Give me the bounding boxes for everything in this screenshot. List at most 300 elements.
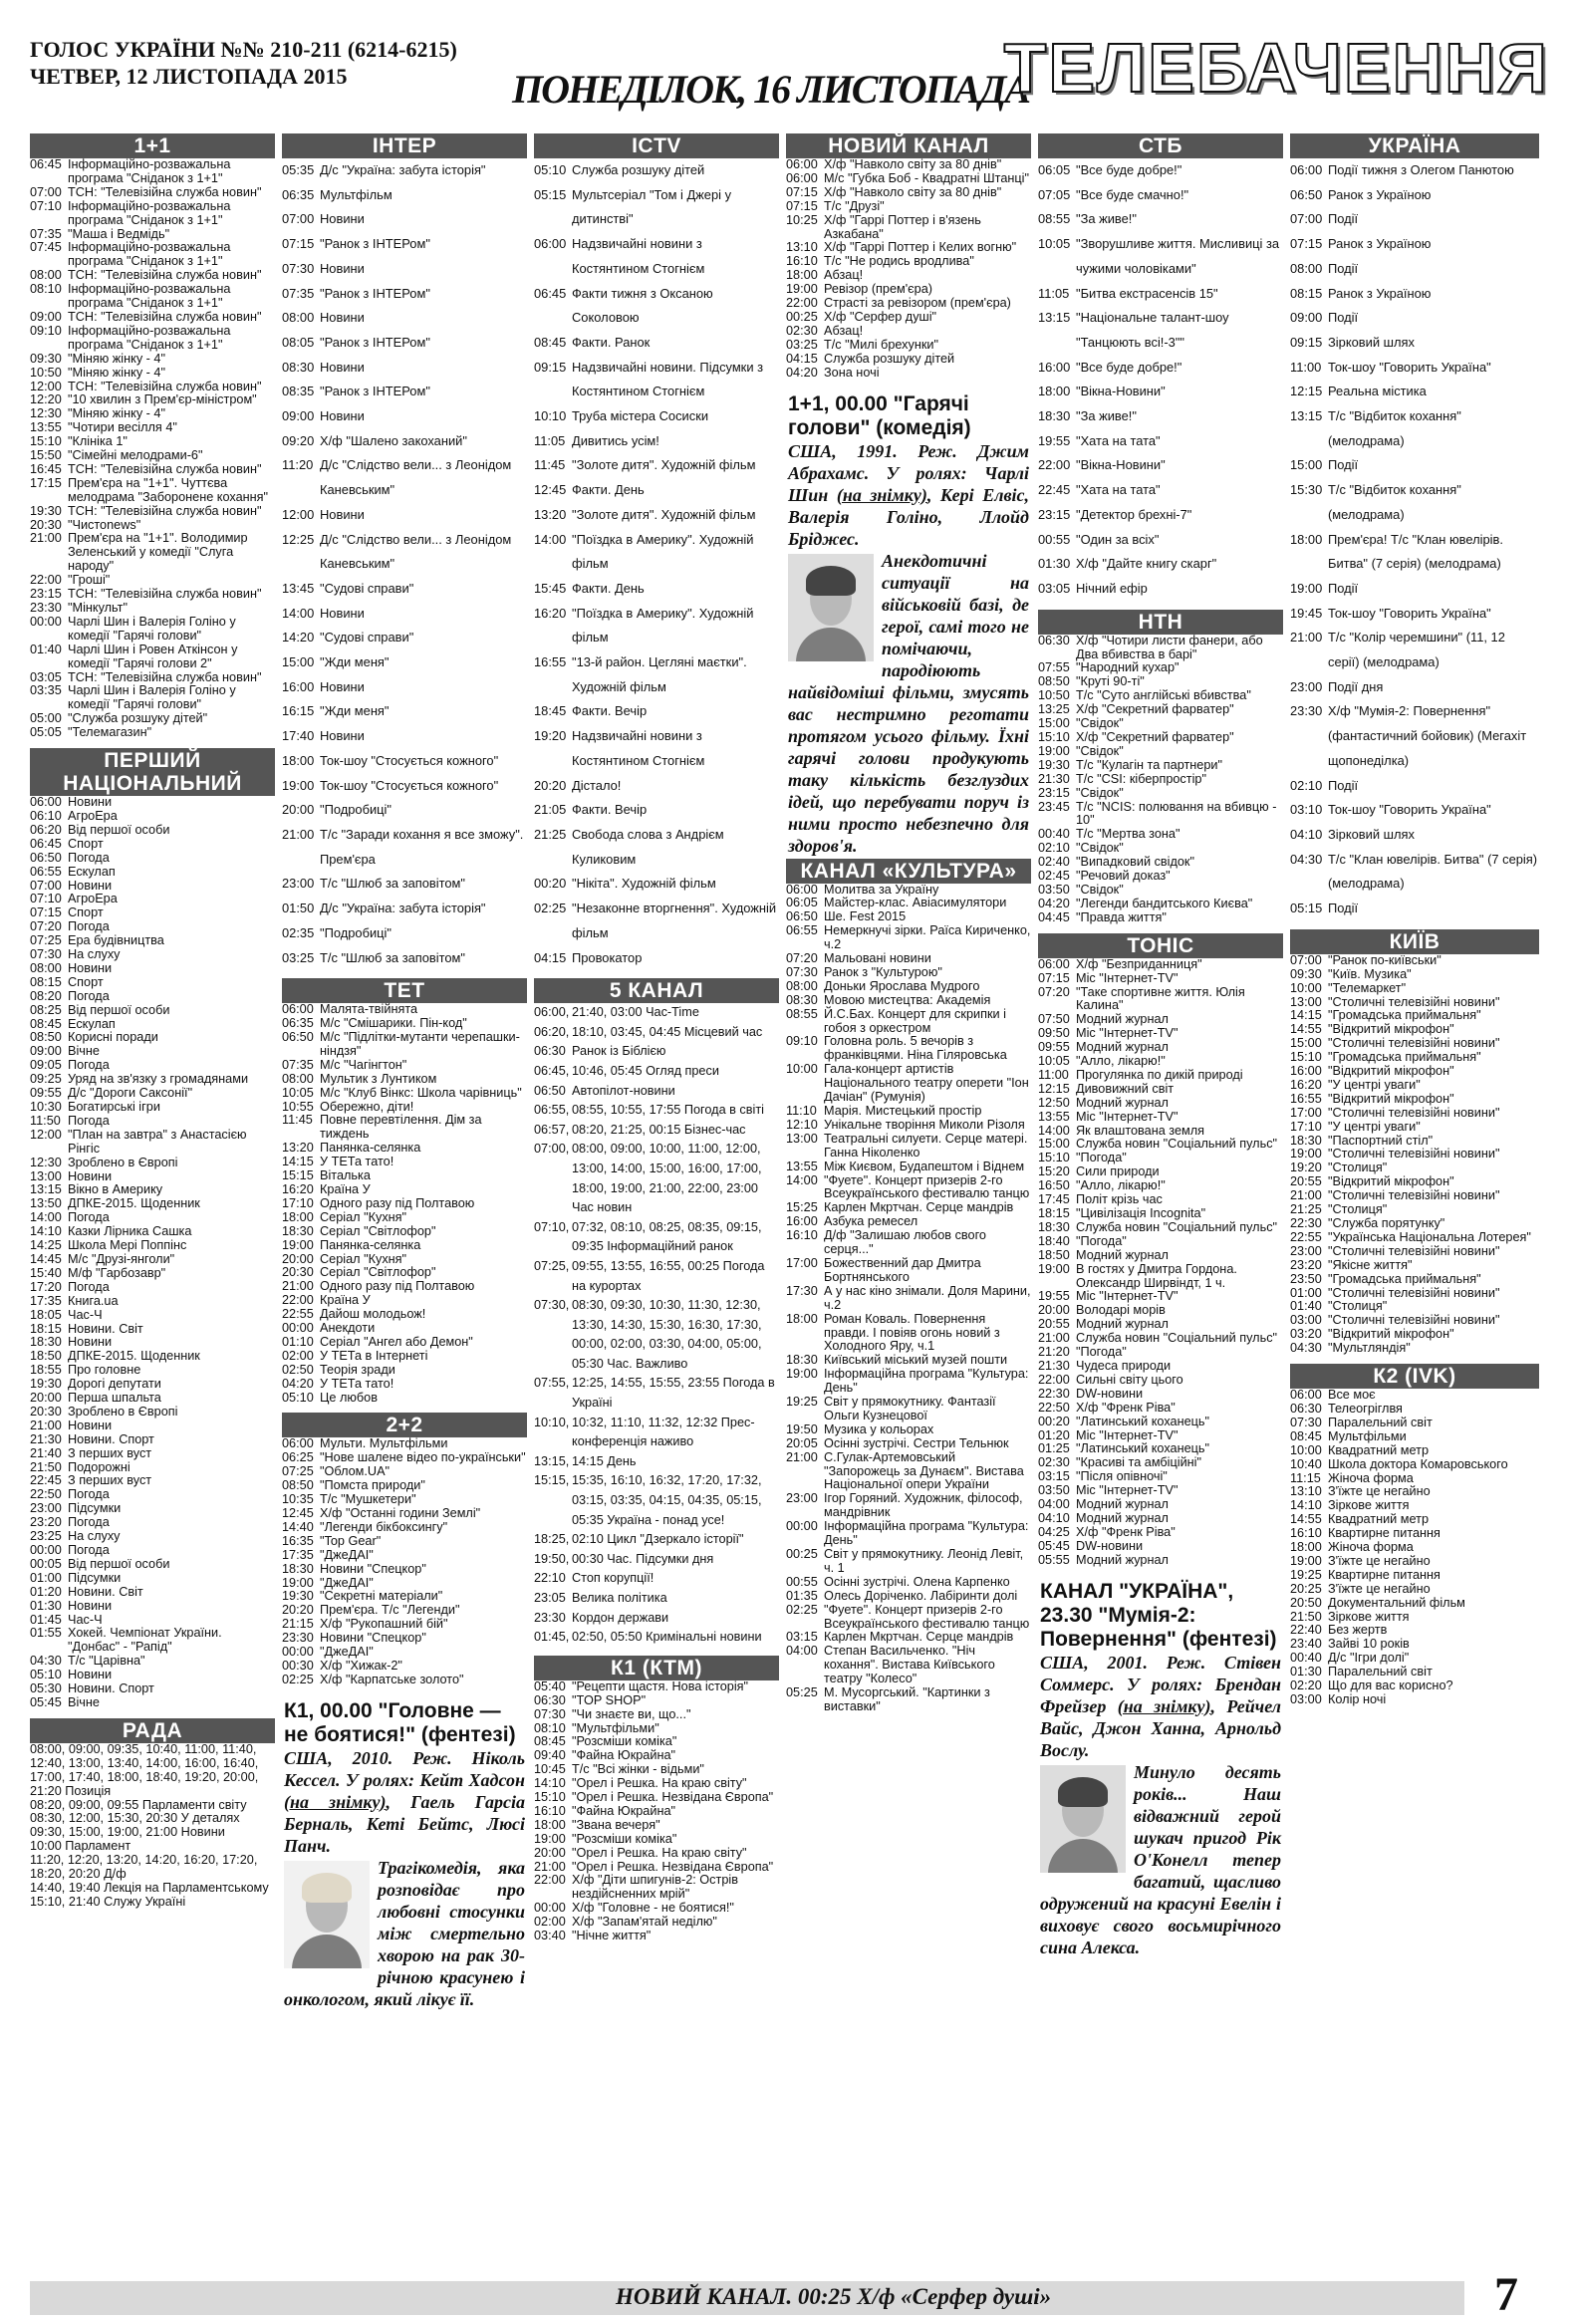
program-title: Хокей. Чемпіонат України. "Донбас" - "Рапід" [68, 1626, 222, 1655]
schedule-row [534, 1735, 779, 1749]
program-title: М/с "Чагінгтон" [320, 1057, 407, 1072]
schedule-list [1038, 158, 1283, 602]
program-title: Унікальне творіння Миколи Різоля [824, 1117, 1025, 1132]
program-title: Події [1328, 457, 1359, 473]
broadcast-time: 08:50 [1038, 674, 1070, 689]
schedule-row [282, 749, 527, 774]
schedule-row [30, 1799, 275, 1813]
channel-title: К2 (IVK) [1290, 1364, 1539, 1389]
broadcast-time: 08:20 [30, 988, 62, 1003]
broadcast-time: 01:30 [1290, 1665, 1322, 1679]
schedule-row [786, 1285, 1031, 1313]
schedule-row [534, 453, 779, 478]
program-title: 02:50, 05:50 Кримінальні новини [572, 1630, 762, 1645]
schedule-row [1290, 1148, 1539, 1162]
broadcast-time: 04:25 [1038, 1524, 1070, 1539]
schedule-row [1290, 1135, 1539, 1149]
schedule-row [1290, 996, 1539, 1010]
program-title: Х/ф "Секретний фарватер" [1076, 730, 1234, 744]
program-title: Подорожні [68, 1459, 131, 1474]
broadcast-time: 10:05 [1038, 236, 1071, 252]
broadcast-time: 08:55 [1038, 211, 1071, 227]
broadcast-time: 22:10 [534, 1571, 566, 1586]
description-text: Анекдотичні ситуації на військовій базі, де герої, самі того не помічаючи, пародіюють найвідоміші фільми, змусять вас нестримно реготати протягом усього фільму. Їхні гарячі голови продукують таку кількість безглуздих ідей, що перебувати поруч із ними просто небезпечно для здоров'я. [788, 550, 1029, 856]
broadcast-time: 09:30, [30, 1825, 66, 1840]
program-title: Дивовижний світ [1076, 1081, 1175, 1096]
schedule-row [786, 1492, 1031, 1520]
program-title: "Помста природи" [320, 1478, 425, 1493]
program-title: 10:32, 11:10, 11:32, 12:32 Прес-конференція наживо [572, 1415, 755, 1449]
program-title: Мультфільм [320, 186, 393, 202]
program-title: "Столичні телевізійні новини" [1328, 1313, 1500, 1328]
schedule-row [786, 1063, 1031, 1105]
schedule-row [282, 1392, 527, 1406]
schedule-row [30, 616, 275, 644]
program-title: Дивитись усім! [572, 432, 659, 448]
program-title: Погода [68, 919, 110, 934]
broadcast-time: 21:30 [30, 1431, 62, 1446]
broadcast-time: 08:45 [30, 1016, 62, 1031]
schedule-row [30, 1840, 275, 1854]
schedule-list [786, 158, 1031, 381]
schedule-row [786, 1590, 1031, 1604]
program-title: "Орел і Решка. Незвідана Європа" [572, 1859, 774, 1874]
broadcast-time: 18:15 [30, 1321, 62, 1336]
program-title: Головна роль. 5 вечорів з франківцями. Ніна Гіляровська [824, 1034, 1007, 1063]
broadcast-time: 18:30 [786, 1353, 818, 1368]
program-title: "Сімейні мелодрами-6" [68, 448, 203, 463]
program-title: "Столичні телевізійні новини" [1328, 1105, 1500, 1120]
schedule-row [534, 356, 779, 404]
broadcast-time: 03:50 [1038, 882, 1070, 897]
broadcast-time: 12:45 [534, 482, 567, 498]
schedule-row [1290, 1458, 1539, 1472]
program-title: "Таке спортивне життя. Юлія Калина" [1076, 984, 1245, 1013]
broadcast-time: 04:30 [1290, 851, 1323, 867]
program-title: Д/с "Україна: забута історія" [320, 901, 486, 916]
program-title: Х/ф "Навколо світу за 80 днів" [824, 184, 1002, 199]
broadcast-time: 01:55 [30, 1626, 62, 1641]
broadcast-time: 05:25 [786, 1685, 818, 1700]
program-title: 02:10 Цикл "Дзеркало історії" [572, 1532, 744, 1547]
program-title: "Українська Національна Лотерея" [1328, 1229, 1531, 1244]
program-title: Ранок з Україною [1328, 186, 1432, 202]
schedule-row [534, 1902, 779, 1916]
broadcast-time: 07:35 [282, 285, 315, 301]
schedule-row [1038, 731, 1283, 745]
broadcast-time: 01:40 [1290, 1299, 1322, 1314]
channel-title: ПЕРШИЙ НАЦІОНАЛЬНИЙ [30, 748, 275, 796]
program-title: Модний журнал [1076, 1317, 1169, 1332]
broadcast-time: 12:45 [282, 1506, 314, 1521]
schedule-row [282, 1660, 527, 1674]
schedule-row [1290, 1417, 1539, 1430]
schedule-row [534, 331, 779, 356]
program-title: Серіал "Кухня" [320, 1209, 407, 1224]
broadcast-time: 08:50 [30, 1030, 62, 1045]
broadcast-time: 08:55 [786, 1006, 818, 1021]
program-title: Автопілот-новини [572, 1083, 675, 1098]
program-title: Т/с "Всі жінки - відьми" [572, 1762, 704, 1777]
schedule-row [1290, 183, 1539, 208]
schedule-row [534, 724, 779, 773]
schedule-list [282, 1437, 527, 1686]
broadcast-time: 02:00 [534, 1915, 566, 1930]
column-6 [1290, 133, 1539, 1715]
broadcast-time: 05:10 [282, 1390, 314, 1405]
broadcast-time: 15:25 [786, 1200, 818, 1215]
broadcast-time: 11:05 [534, 432, 566, 448]
program-title: Школа Мері Поппінс [68, 1238, 187, 1253]
program-title: "Судові справи" [320, 580, 414, 596]
broadcast-time: 13:25 [1038, 702, 1070, 717]
schedule-row [1290, 1217, 1539, 1231]
schedule-row [1290, 282, 1539, 307]
schedule-row [534, 1082, 779, 1102]
schedule-row [1038, 1235, 1283, 1249]
broadcast-time: 07:30 [30, 947, 62, 962]
broadcast-time: 02:25 [786, 1602, 818, 1617]
broadcast-time: 06:25 [282, 1450, 314, 1465]
schedule-row [282, 453, 527, 502]
program-title: "Золоте дитя". Художній фільм [572, 457, 756, 473]
broadcast-time: 09:20 [282, 432, 315, 448]
program-title: Міс "Інтернет-TV" [1076, 1026, 1178, 1041]
broadcast-time: 20:00 [30, 1391, 62, 1406]
broadcast-time: 13:00 [786, 1131, 818, 1146]
broadcast-time: 18:00 [1290, 531, 1323, 547]
schedule-row [30, 934, 275, 948]
broadcast-time: 04:10 [1290, 826, 1323, 842]
program-title: Підсумки [68, 1570, 122, 1585]
schedule-row [282, 356, 527, 381]
program-title: Х/ф "Гаррі Поттер і в'язень Азкабана" [824, 212, 981, 241]
broadcast-time: 14:00 [786, 1172, 818, 1187]
schedule-row [1038, 1388, 1283, 1402]
broadcast-time: 18:00 [1038, 384, 1071, 399]
program-title: "Столиця" [1328, 1202, 1388, 1217]
photo-caption-note: (на знімку) [284, 1791, 387, 1812]
schedule-list [786, 884, 1031, 1714]
broadcast-time: 11:45 [534, 457, 566, 473]
program-title: "Все буде смачно!" [1076, 186, 1189, 202]
schedule-row [1038, 1512, 1283, 1526]
program-title: "Жди меня" [320, 703, 390, 719]
program-title: "За живе!" [1076, 408, 1137, 424]
program-title: Спорт [68, 836, 104, 851]
program-title: Одного разу під Полтавою [320, 1195, 475, 1210]
program-title: Вічне [68, 1694, 100, 1709]
broadcast-time: 18:40 [1038, 1233, 1070, 1248]
broadcast-time: 06:00 [1038, 956, 1070, 971]
program-title: "Відкритий мікрофон" [1328, 1064, 1454, 1079]
schedule-row [30, 1004, 275, 1018]
program-title: "Чистоnews" [68, 517, 141, 532]
broadcast-time: 07:25 [282, 1464, 314, 1479]
broadcast-time: 01:35 [786, 1588, 818, 1603]
schedule-row [30, 241, 275, 269]
program-title: Прогулянка по дикій природі [1076, 1067, 1243, 1082]
program-title: Модний журнал [1076, 1095, 1169, 1110]
broadcast-time: 13:15, [534, 1453, 570, 1468]
program-title: Азбука ремесел [824, 1214, 918, 1229]
broadcast-time: 18:00 [1290, 1540, 1322, 1555]
broadcast-time: 07:10 [30, 198, 62, 213]
program-title: Події [1328, 580, 1359, 596]
schedule-row [1290, 1611, 1539, 1625]
broadcast-time: 23:20 [30, 1515, 62, 1530]
schedule-row [786, 325, 1031, 339]
broadcast-time: 01:10 [282, 1334, 314, 1349]
description-text: Минуло десять років... Наш відважний герой шукач пригод Рік О'Конелл тепер багатий, щасливо одружений на красуні Евелін і виховує свого восьмирічного сина Алекса. [1040, 1761, 1281, 1957]
broadcast-time: 19:30 [30, 503, 62, 518]
schedule-row [1290, 823, 1539, 848]
schedule-row [1038, 717, 1283, 731]
broadcast-time: 18:50 [30, 1349, 62, 1364]
channel-title: УКРАЇНА [1290, 133, 1539, 158]
schedule-row [30, 1461, 275, 1475]
schedule-row [1290, 1300, 1539, 1314]
schedule-row [1038, 1304, 1283, 1318]
schedule-row [534, 1722, 779, 1736]
broadcast-time: 02:25 [282, 1672, 314, 1686]
broadcast-time: 07:20 [786, 951, 818, 966]
broadcast-time: 01:25 [1038, 1441, 1070, 1456]
broadcast-time: 16:00 [1038, 359, 1071, 375]
broadcast-time: 06:30 [534, 1692, 566, 1707]
program-title: Модний журнал [1076, 1497, 1169, 1512]
broadcast-time: 12:00 [30, 379, 62, 393]
broadcast-time: 06:00, [534, 1005, 570, 1020]
schedule-row [282, 1604, 527, 1618]
broadcast-time: 18:30 [1038, 1219, 1070, 1234]
schedule-row [786, 172, 1031, 186]
schedule-row [282, 183, 527, 208]
broadcast-time: 06:00 [282, 1436, 314, 1451]
schedule-row [786, 924, 1031, 952]
broadcast-time: 21:30 [1038, 1358, 1070, 1373]
program-title: Х/ф "Хижак-2" [320, 1658, 402, 1673]
program-title: Т/с "Відбиток кохання" (мелодрама) [1328, 482, 1461, 522]
broadcast-time: 17:35 [282, 1547, 314, 1562]
schedule-row [282, 1451, 527, 1465]
broadcast-time: 15:15 [282, 1168, 314, 1183]
schedule-row [534, 1609, 779, 1629]
program-title: 12:20, 13:20, 14:20, 16:20, 17:20, 18:20, 20:20 Д/ф [30, 1853, 258, 1882]
broadcast-time: 23:00 [30, 1501, 62, 1516]
program-title: З перших вуст [68, 1473, 152, 1488]
schedule-row [534, 1550, 779, 1570]
schedule-row [534, 1452, 779, 1472]
broadcast-time: 14:15 [1290, 1008, 1322, 1023]
broadcast-time: 18:15 [1038, 1206, 1070, 1220]
broadcast-time: 10:55 [282, 1099, 314, 1114]
program-title: Служба новин "Соціальний пульс" [1076, 1331, 1278, 1346]
broadcast-time: 07:50 [1038, 1012, 1070, 1027]
broadcast-time: 11:20, [30, 1853, 65, 1868]
schedule-row [282, 1142, 527, 1156]
program-title: Т/с "Не родись вродлива" [824, 254, 974, 269]
schedule-row [30, 1059, 275, 1073]
schedule-row [30, 1239, 275, 1253]
schedule-row [1290, 1541, 1539, 1555]
program-title: Новини "Спецкор" [320, 1561, 426, 1576]
schedule-row [786, 311, 1031, 325]
schedule-row [30, 1350, 275, 1364]
schedule-row [282, 774, 527, 799]
program-title: Ескулап [68, 1016, 116, 1031]
schedule-row [282, 1674, 527, 1687]
program-title: З'їжте це негайно [1328, 1553, 1431, 1568]
program-title: Сили природи [1076, 1164, 1160, 1179]
schedule-row [786, 353, 1031, 367]
program-title: "Орел і Решка. На краю світу" [572, 1845, 747, 1860]
program-title: 10:46, 05:45 Огляд преси [572, 1063, 719, 1078]
program-title: "Один за всіх" [1076, 531, 1160, 547]
schedule-row [786, 966, 1031, 980]
broadcast-time: 06:45 [534, 285, 567, 301]
broadcast-time: 06:35 [282, 186, 315, 202]
broadcast-time: 07:15 [1290, 236, 1323, 252]
program-title: 15:00, 19:00, 21:00 Новини [68, 1825, 225, 1840]
schedule-row [786, 1008, 1031, 1036]
schedule-row [534, 1569, 779, 1589]
broadcast-time: 16:20 [1290, 1077, 1322, 1092]
broadcast-time: 00:25 [786, 1547, 818, 1561]
broadcast-time: 21:00 [30, 531, 62, 546]
program-title: Квартирне питання [1328, 1567, 1440, 1582]
broadcast-time: 15:00 [1290, 1036, 1322, 1051]
program-title: "Мультфільми" [572, 1720, 659, 1735]
program-title: Х/ф "Запам'ятай неділю" [572, 1915, 717, 1930]
broadcast-time: 03:50 [1038, 1483, 1070, 1498]
schedule-row [534, 1589, 779, 1609]
program-title: Х/ф "Френк Ріва" [1076, 1400, 1176, 1415]
schedule-row [30, 1281, 275, 1295]
broadcast-time: 11:50 [30, 1113, 61, 1128]
program-title: ТСН: "Телевізійна служба новин" [68, 184, 262, 199]
program-title: Країна У [320, 1293, 371, 1308]
broadcast-time: 16:10 [786, 254, 818, 269]
schedule-row [1290, 626, 1539, 674]
schedule-row [1290, 774, 1539, 799]
broadcast-time: 06:00 [786, 882, 818, 897]
schedule-row [1290, 1485, 1539, 1499]
program-title: "Столиця" [1328, 1161, 1388, 1175]
schedule-row [1038, 1055, 1283, 1069]
program-title: Володарі морів [1076, 1303, 1166, 1318]
channel-title: ICTV [534, 133, 779, 158]
schedule-row [1290, 1287, 1539, 1301]
schedule-row [786, 897, 1031, 910]
program-title: Ше. Fest 2015 [824, 909, 907, 924]
program-title: Від першої особи [68, 1002, 170, 1017]
program-title: 21:40 Служу Україні [68, 1894, 186, 1909]
broadcast-time: 23:00 [1290, 1243, 1322, 1258]
schedule-row [30, 519, 275, 533]
broadcast-time: 05:30 [30, 1681, 62, 1696]
broadcast-time: 14:45 [30, 1251, 62, 1266]
schedule-row [282, 257, 527, 282]
program-title: Спорт [68, 974, 104, 989]
schedule-row [282, 1169, 527, 1183]
broadcast-time: 09:55 [30, 1086, 62, 1101]
channel-title: КАНАЛ «КУЛЬТУРА» [786, 859, 1031, 884]
program-title: Т/с "Заради кохання я все зможу". Прем'єра [320, 826, 524, 867]
broadcast-time: 00:00 [282, 1321, 314, 1336]
schedule-row [786, 1451, 1031, 1493]
schedule-row [1038, 745, 1283, 759]
broadcast-time: 08:45 [534, 1734, 566, 1749]
schedule-row [1038, 958, 1283, 972]
program-title: "Чи знаєте ви, що..." [572, 1706, 691, 1721]
program-title: Служба новин "Соціальний пульс" [1076, 1219, 1278, 1234]
schedule-row [1290, 602, 1539, 627]
broadcast-time: 14:10 [534, 1776, 566, 1791]
program-title: Карлен Мкртчан. Серце мандрів [824, 1630, 1014, 1645]
program-title: Новини. Світ [68, 1584, 143, 1599]
schedule-row [282, 798, 527, 823]
broadcast-time: 02:50 [282, 1362, 314, 1377]
program-title: Т/с "Кулагін та партнери" [1076, 757, 1223, 772]
broadcast-time: 19:00 [1290, 580, 1323, 596]
program-title: Ток-шоу "Говорить Україна" [1328, 359, 1491, 375]
schedule-row [282, 1493, 527, 1507]
schedule-row [534, 1791, 779, 1805]
program-title: У ТЕТа тато! [320, 1155, 394, 1169]
schedule-row [1290, 1162, 1539, 1175]
program-title: "Латинський коханець" [1076, 1441, 1210, 1456]
schedule-list [30, 158, 275, 740]
program-title: ДПКЕ-2015. Щоденник [68, 1349, 200, 1364]
broadcast-time: 04:30 [1290, 1341, 1322, 1356]
broadcast-time: 15:20 [1038, 1164, 1070, 1179]
program-title: "Служба розшуку дітей" [68, 711, 208, 726]
schedule-list [534, 1003, 779, 1648]
program-title: "План на завтра" з Анастасією Рінгіс [68, 1127, 247, 1156]
channel-title: 5 КАНАЛ [534, 978, 779, 1003]
broadcast-time: 06:35 [282, 1016, 314, 1031]
channel-section [534, 133, 779, 970]
broadcast-time: 15:00 [282, 654, 315, 670]
broadcast-time: 23:30 [1290, 703, 1323, 719]
program-title: Школа доктора Комаровського [1328, 1456, 1508, 1471]
schedule-row [282, 1059, 527, 1073]
schedule-list [534, 1680, 779, 1943]
program-title: Погода [68, 1279, 110, 1294]
schedule-row [534, 232, 779, 281]
broadcast-time: 10:25 [786, 212, 818, 227]
schedule-row [30, 1392, 275, 1406]
program-title: Х/ф "Навколо світу за 80 днів" [824, 157, 1002, 171]
program-title: Д/с "Слідство вели... з Леонідом Каневським" [320, 457, 512, 498]
schedule-row [30, 1406, 275, 1420]
schedule-row [282, 675, 527, 700]
broadcast-time: 21:00 [786, 1449, 818, 1464]
broadcast-time: 01:45 [30, 1612, 62, 1627]
program-title: Новини [68, 1598, 113, 1613]
program-title: Новини [68, 1168, 113, 1183]
broadcast-time: 07:00 [1290, 952, 1322, 967]
schedule-list [282, 1003, 527, 1405]
broadcast-time: 07:25 [30, 933, 62, 948]
schedule-row [786, 1215, 1031, 1229]
program-title: Божественний дар Дмитра Бортнянського [824, 1255, 981, 1284]
schedule-row [1290, 380, 1539, 404]
schedule-row [1038, 1111, 1283, 1125]
schedule-row [30, 1129, 275, 1157]
schedule-list [1290, 1389, 1539, 1707]
